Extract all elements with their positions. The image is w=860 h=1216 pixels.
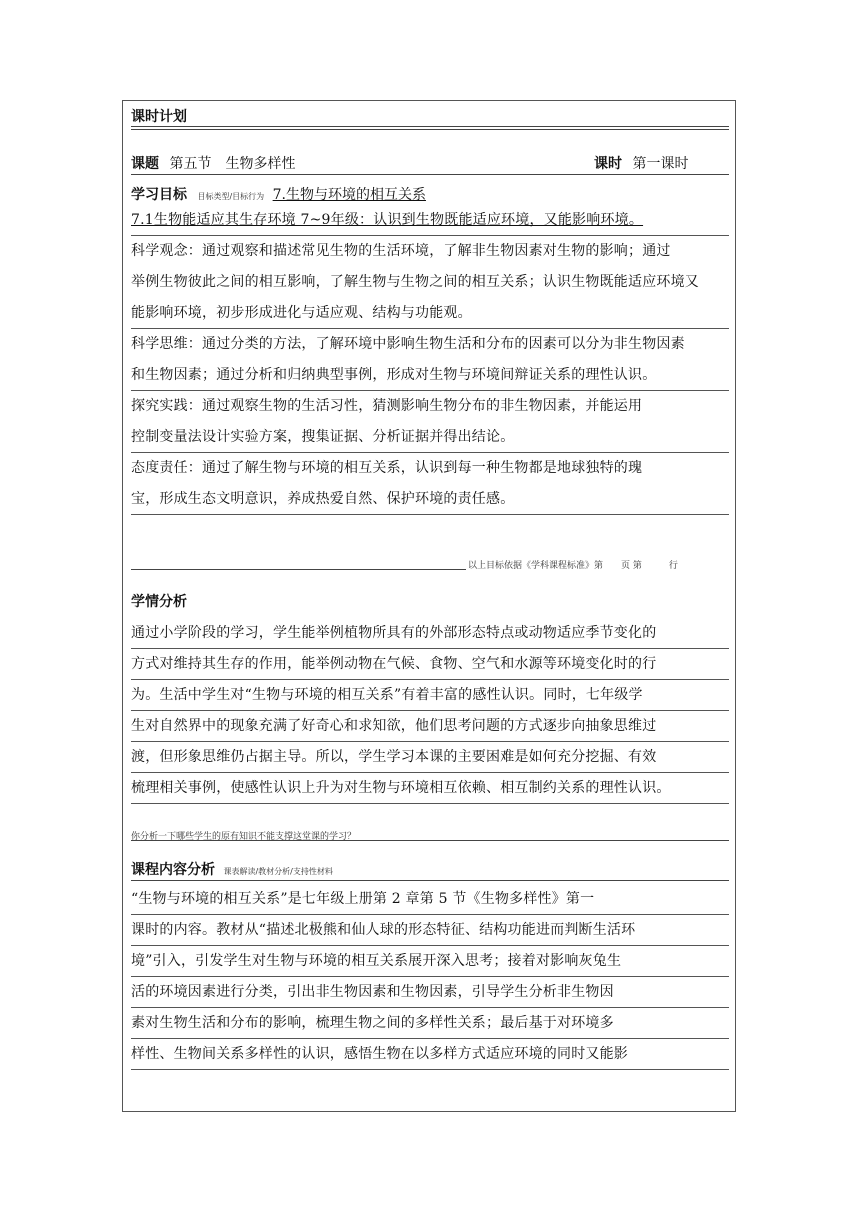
objectives-head: 7.生物与环境的相互关系 [272, 187, 426, 203]
analysis-line: 梳理相关事例，使感性认识上升为对生物与环境相互依赖、相互制约关系的理性认识。 [131, 773, 729, 804]
title-rule [131, 126, 729, 127]
objective-line: 能影响环境，初步形成进化与适应观、结构与功能观。 [131, 298, 729, 329]
objective-line: 举例生物彼此之间的相互影响，了解生物与生物之间的相互关系；认识生物既能适应环境又 [131, 274, 699, 290]
period-row [594, 153, 688, 173]
objectives-label: 学习目标 [131, 187, 187, 203]
objective-line: 7.1生物能适应其生存环境 7~9年级：认识到生物既能适应环境，又能影响环境。 [131, 205, 729, 236]
content-line: 境”引入，引发学生对生物与环境的相互关系展开深入思考；接着对影响灰兔生 [131, 946, 729, 977]
student-analysis-body [131, 618, 729, 804]
content-analysis-label: 课程内容分析 [131, 862, 215, 878]
content-analysis-header [131, 859, 333, 879]
student-analysis-label: 学情分析 [131, 594, 187, 610]
objective-line: 宝，形成生态文明意识，养成热爱自然、保护环境的责任感。 [131, 484, 729, 515]
objective-line: 科学观念：通过观察和描述常见生物的生活环境，了解非生物因素对生物的影响；通过 [131, 243, 671, 259]
content-header-rule [131, 880, 729, 881]
plan-title: 课时计划 [131, 109, 187, 125]
objectives-sub: 目标类型/目标行为 [197, 192, 265, 201]
source-rule [131, 569, 466, 570]
objective-line: 控制变量法设计实验方案，搜集证据、分析证据并得出结论。 [131, 422, 729, 453]
analysis-line: 渡，但形象思维仍占据主导。所以，学生学习本课的主要困难是如何充分挖掘、有效 [131, 742, 729, 773]
analysis-note: 你分析一下哪些学生的原有知识不能支撑这堂课的学习？ [131, 832, 357, 842]
objectives-header [131, 184, 426, 204]
content-line: 课时的内容。教材从“描述北极熊和仙人球的形态特征、结构功能进而判断生活环 [131, 915, 729, 946]
content-analysis-sub: 课表解读/教材分析/支持性材料 [223, 867, 333, 876]
content-line: 样性、生物间关系多样性的认识，感悟生物在以多样方式适应环境的同时又能影 [131, 1039, 729, 1070]
objective-line: 和生物因素；通过分析和归纳典型事例，形成对生物与环境间辩证关系的理性认识。 [131, 360, 729, 391]
content-line: 素对生物生活和分布的影响，梳理生物之间的多样性关系；最后基于对环境多 [131, 1008, 729, 1039]
objective-line: 探究实践：通过观察生物的生活习性，猜测影响生物分布的非生物因素，并能运用 [131, 398, 643, 414]
source-note: 以上目标依据《学科课程标准》第 页 第 行 [468, 561, 678, 571]
content-line: “生物与环境的相互关系”是七年级上册第 2 章第 5 节《生物多样性》第一 [131, 884, 729, 915]
analysis-line: 为。生活中学生对“生物与环境的相互关系”有着丰富的感性认识。同时，七年级学 [131, 680, 729, 711]
objective-line: 科学思维：通过分类的方法，了解环境中影响生物生活和分布的因素可以分为非生物因素 [131, 336, 685, 352]
topic-row [131, 153, 295, 173]
analysis-line: 通过小学阶段的学习，学生能举例植物所具有的外部形态特点或动物适应季节变化的 [131, 618, 729, 649]
analysis-line: 方式对维持其生存的作用，能举例动物在气候、食物、空气和水源等环境变化时的行 [131, 649, 729, 680]
period-label: 课时 [594, 156, 622, 172]
topic-value: 第五节 生物多样性 [169, 156, 296, 172]
analysis-note-rule [131, 840, 729, 841]
content-analysis-body [131, 884, 729, 1070]
topic-label: 课题 [131, 156, 159, 172]
period-value: 第一课时 [632, 156, 689, 172]
objectives-body [131, 205, 729, 515]
content-line: 活的环境因素进行分类，引出非生物因素和生物因素，引导学生分析非生物因 [131, 977, 729, 1008]
topic-rule [131, 174, 729, 175]
objective-line: 态度责任：通过了解生物与环境的相互关系，认识到每一种生物都是地球独特的瑰 [131, 460, 643, 476]
analysis-line: 生对自然界中的现象充满了好奇心和求知欲，他们思考问题的方式逐步向抽象思维过 [131, 711, 729, 742]
title-rule-2 [131, 129, 729, 130]
